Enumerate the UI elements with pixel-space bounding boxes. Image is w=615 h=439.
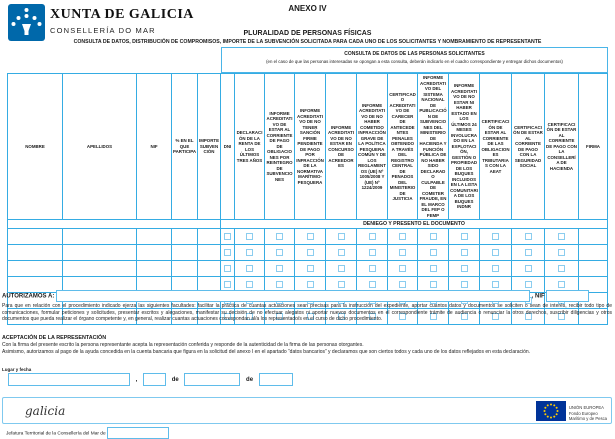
place-date-row <box>8 373 608 386</box>
checkbox-cell <box>388 229 418 245</box>
column-header: INFORME ACREDITATIVO DE ESTAR AL CORRIENTE DE PAGO DE OBLIGACIONES POR REINTEGRO DE SUBVENCIONES <box>265 74 295 220</box>
checkbox-cell <box>357 245 388 261</box>
deny-consent-checkbox[interactable] <box>461 233 468 240</box>
checkbox-cell <box>512 261 545 277</box>
acceptance-line2: Asimismo, autorizamos al pago de la ayuda concedida en la cuenta bancaria que figura en la solicitud del anexo I en el apartado “datos bancarios” y declaramos que son ciertos todos y cada uno de los datos reflejados en esta declaración. <box>2 348 531 355</box>
authorization-paragraph: Para que en relación con el procedimiento indicado ejerza las siguientes facultades: facilitar la práctica de cuantas actuaciones sean precisas para la instrucción del expediente, aportar cuantos datos y documentos se soliciten o sean de interés, recibir todo tipo de comunicaciones, formular peticiones y solicitudes, presentar escritos y alegaciones, manifestar su decisión de no efectuar alegatos ni aportar nuevos documentos en el correspondiente trámite de audiencia o renunciar la otros derechos, suscribir diligencias y otros documentos que pueda realizar el órgano competente y, en general, realizar cuantas actuaciones correspondan al/a los representado/s en el curso de dicho procedimiento. <box>2 303 612 322</box>
consulta-title: CONSULTA DE DATOS DE LAS PERSONAS SOLICITANTES <box>344 51 485 57</box>
deny-consent-checkbox[interactable] <box>338 233 345 240</box>
checkbox-cell <box>388 261 418 277</box>
column-header: NIF <box>137 74 172 220</box>
checkbox-cell <box>480 229 512 245</box>
deny-consent-checkbox[interactable] <box>307 233 314 240</box>
jefatura-label: Jefatura Territorial de la Consellería del Mar de <box>6 431 106 437</box>
header-row <box>8 74 608 220</box>
comma-separator: , <box>135 377 138 384</box>
column-header: INFORME ACREDITATIVO DE NO TENER SANCIÓN FIRME PENDIENTE DE PAGO POR INFRACCIÓN DE LA NORMATIVA MARÍTIMO-PESQUERA <box>295 74 326 220</box>
person-data-cell[interactable] <box>172 261 198 277</box>
checkbox-cell <box>295 229 326 245</box>
eu-flag-icon <box>536 401 566 426</box>
person-data-cell[interactable] <box>137 261 172 277</box>
place-input[interactable] <box>8 373 130 386</box>
checkbox-cell <box>418 261 449 277</box>
day-input[interactable] <box>143 373 166 386</box>
deny-consent-checkbox[interactable] <box>399 249 406 256</box>
checkbox-cell <box>545 229 579 245</box>
deny-row-spacer <box>8 220 221 229</box>
checkbox-cell <box>449 245 480 261</box>
eu-text: UNIÓN EUROPEA Fondo Europeo Marítimo y de Pesca <box>568 405 607 422</box>
deny-consent-checkbox[interactable] <box>461 265 468 272</box>
deny-consent-checkbox[interactable] <box>492 281 499 288</box>
year-input[interactable] <box>259 373 293 386</box>
column-header: CERTIFICACIÓN DE ESTAR AL CORRIENTE DE LAS OBLIGACIONES TRIBUTARIAS CON LA AEAT <box>480 74 512 220</box>
de-separator: de <box>246 377 254 384</box>
deny-consent-checkbox[interactable] <box>276 249 283 256</box>
galicia-wordmark: galicia <box>25 404 66 418</box>
checkbox-cell <box>480 245 512 261</box>
person-data-cell[interactable] <box>137 229 172 245</box>
deny-consent-checkbox[interactable] <box>525 233 532 240</box>
column-header: INFORME ACREDITATIVO DE NO ESTAR EN CONCURSO DE ACREEDORES <box>326 74 357 220</box>
form-subtitle: CONSULTA DE DATOS, DISTRIBUCIÓN DE COMPROMISOS, IMPORTE DE LA SUBVENCIÓN SOLICITADA PARA CADA UNO DE LOS SOLICITANTES Y NOMBRAMIENTO DE REPRESENTANTE <box>73 39 542 45</box>
deny-consent-checkbox[interactable] <box>492 249 499 256</box>
deny-consent-checkbox[interactable] <box>492 265 499 272</box>
consulta-note: (en el caso de que las personas interesadas se opongan a esta consulta, deberán indicarlo en el cuadro correspondiente y entregar dichos documentos) <box>266 59 563 64</box>
person-data-cell[interactable] <box>172 229 198 245</box>
signature-cell[interactable] <box>579 229 608 245</box>
checkbox-cell <box>326 261 357 277</box>
checkbox-cell <box>357 261 388 277</box>
deny-consent-checkbox[interactable] <box>525 281 532 288</box>
checkbox-cell <box>235 261 265 277</box>
person-data-cell[interactable] <box>8 261 63 277</box>
deny-consent-checkbox[interactable] <box>369 281 376 288</box>
deny-consent-checkbox[interactable] <box>246 233 253 240</box>
deny-consent-checkbox[interactable] <box>276 233 283 240</box>
deny-consent-checkbox[interactable] <box>276 265 283 272</box>
column-header: INFORME ACREDITATIVO DEL SISTEMA NACIONAL DE PUBLICACIÓN DE SUBVENCIONES DEL MINISTERIO DE HACIENDA Y FUNCIÓN PÚBLICA DE NO HABER SIDO DECLARADO CULPABLE DE COMETER FRAUDE, EN EL MARCO DEL FEP O FEMP <box>419 75 447 218</box>
jefatura-row <box>6 427 169 439</box>
person-data-cell[interactable] <box>63 261 137 277</box>
deny-consent-checkbox[interactable] <box>430 265 437 272</box>
column-header: FIRMA <box>579 74 608 220</box>
deny-consent-checkbox[interactable] <box>399 281 406 288</box>
jefatura-input[interactable] <box>107 427 169 439</box>
brand-subtitle: CONSELLERÍA DO MAR <box>50 26 156 35</box>
column-header: NOMBRE <box>8 74 63 220</box>
deny-consent-checkbox[interactable] <box>224 233 231 240</box>
deny-consent-checkbox[interactable] <box>224 249 231 256</box>
authorization-row <box>2 290 613 302</box>
checkbox-cell <box>388 245 418 261</box>
signature-cell[interactable] <box>579 245 608 261</box>
consent-table <box>7 73 608 325</box>
deny-consent-checkbox[interactable] <box>246 265 253 272</box>
deny-consent-checkbox[interactable] <box>246 281 253 288</box>
eu-block <box>536 401 607 426</box>
nif-label: , NIF <box>531 293 545 300</box>
deny-consent-checkbox[interactable] <box>492 233 499 240</box>
deny-consent-checkbox[interactable] <box>558 281 565 288</box>
brand-title: XUNTA DE GALICIA <box>50 7 194 22</box>
month-input[interactable] <box>184 373 240 386</box>
deny-consent-checkbox[interactable] <box>338 249 345 256</box>
deny-consent-checkbox[interactable] <box>525 265 532 272</box>
checkbox-cell <box>221 229 235 245</box>
deny-consent-checkbox[interactable] <box>430 233 437 240</box>
acceptance-title: ACEPTACIÓN DE LA REPRESENTACIÓN <box>2 335 107 341</box>
column-header: APELLIDOS <box>63 74 137 220</box>
deny-consent-checkbox[interactable] <box>224 281 231 288</box>
column-header: CERTIFICACIÓN DE ESTAR AL CORRIENTE DE PAGO CON LA CONSELLERÍA DE HACIENDA <box>545 74 579 220</box>
deny-consent-checkbox[interactable] <box>430 281 437 288</box>
column-header: IMPORTE SUBVENCIÓN <box>198 74 221 220</box>
deny-consent-checkbox[interactable] <box>430 249 437 256</box>
deny-consent-checkbox[interactable] <box>558 233 565 240</box>
person-data-cell[interactable] <box>137 245 172 261</box>
table-row <box>8 245 608 261</box>
deny-consent-checkbox[interactable] <box>246 249 253 256</box>
annex-label: ANEXO IV <box>288 4 327 13</box>
checkbox-cell <box>418 245 449 261</box>
checkbox-cell <box>295 261 326 277</box>
deny-consent-checkbox[interactable] <box>338 265 345 272</box>
checkbox-cell <box>235 245 265 261</box>
checkbox-cell <box>326 229 357 245</box>
deny-consent-checkbox[interactable] <box>399 233 406 240</box>
checkbox-cell <box>545 261 579 277</box>
deny-consent-checkbox[interactable] <box>224 265 231 272</box>
checkbox-cell <box>449 229 480 245</box>
deny-consent-checkbox[interactable] <box>369 265 376 272</box>
place-date-label: Lugar y fecha <box>2 367 32 372</box>
deny-consent-checkbox[interactable] <box>338 281 345 288</box>
person-data-cell[interactable] <box>172 245 198 261</box>
column-header: INFORME ACREDITATIVO DE NO ESTAR NI HABER ESTADO EN LOS ÚLTIMOS 24 MESES INVOLUCRADO EN LA EXPLOTACIÓN, GESTIÓN O PROPIEDAD DE LOS BUQUES INCLUIDOS EN LA LISTA COMUNITARIA DE LOS BUQUES INDNR <box>449 74 480 220</box>
deny-consent-checkbox[interactable] <box>307 249 314 256</box>
nif-input[interactable] <box>546 290 589 302</box>
deny-consent-checkbox[interactable] <box>276 281 283 288</box>
deny-consent-checkbox[interactable] <box>369 249 376 256</box>
table-row <box>8 229 608 245</box>
deny-consent-checkbox[interactable] <box>558 249 565 256</box>
person-data-cell[interactable] <box>8 229 63 245</box>
deny-consent-checkbox[interactable] <box>369 233 376 240</box>
person-data-cell[interactable] <box>63 229 137 245</box>
checkbox-cell <box>512 245 545 261</box>
deny-consent-checkbox[interactable] <box>461 249 468 256</box>
checkbox-cell <box>512 229 545 245</box>
acceptance-line1: Con la firma del presente escrito la persona representante acepta la representación conferida y responde de la autenticidad de la firma de las personas otorgantes. <box>2 342 364 348</box>
deny-consent-checkbox[interactable] <box>307 281 314 288</box>
person-data-cell[interactable] <box>63 245 137 261</box>
person-data-cell[interactable] <box>198 245 221 261</box>
checkbox-cell <box>480 261 512 277</box>
autorizamos-label: AUTORIZAMOS A: <box>2 293 55 300</box>
checkbox-cell <box>265 229 295 245</box>
deny-consent-checkbox[interactable] <box>307 265 314 272</box>
person-data-cell[interactable] <box>198 229 221 245</box>
table-row <box>8 261 608 277</box>
checkbox-cell <box>418 229 449 245</box>
checkbox-cell <box>326 245 357 261</box>
signature-cell[interactable] <box>579 261 608 277</box>
consulta-datos-box <box>221 47 608 73</box>
de-separator: de <box>171 377 179 384</box>
checkbox-cell <box>265 261 295 277</box>
deny-consent-checkbox[interactable] <box>525 249 532 256</box>
footer-box <box>2 397 612 424</box>
column-header: DNI <box>221 74 235 220</box>
deny-consent-checkbox[interactable] <box>461 281 468 288</box>
checkbox-cell <box>221 245 235 261</box>
person-data-cell[interactable] <box>8 245 63 261</box>
column-header: DECLARACIÓN DE LA RENTA DE LOS ÚLTIMOS TRES AÑOS <box>235 74 265 220</box>
checkbox-cell <box>449 261 480 277</box>
deny-row <box>8 220 608 229</box>
checkbox-cell <box>545 245 579 261</box>
person-data-cell[interactable] <box>198 261 221 277</box>
form-title: PLURALIDAD DE PERSONAS FÍSICAS <box>243 30 372 37</box>
column-header: INFORME ACREDITATIVO DE NO HABER COMETIDO INFRACCIÓN GRAVE DE LA POLÍTICA PESQUERA COMÚN Y DE LOS REGLAMENTOS (UE) Nº 1005/2008 Y (UE) Nº 1224/2009 <box>357 74 388 220</box>
checkbox-cell <box>235 229 265 245</box>
deny-consent-checkbox[interactable] <box>558 265 565 272</box>
column-header: CERTIFICADO ACREDITATIVO DE CARECER DE ANTECEDENTES PENALES OBTENIDO A TRAVÉS DEL REGISTRO CENTRAL DE PENADOS DEL MINISTERIO DE JUSTICIA <box>388 74 418 220</box>
column-header: % EN EL QUE PARTICIPA <box>172 74 198 220</box>
deny-consent-checkbox[interactable] <box>399 265 406 272</box>
checkbox-cell <box>221 261 235 277</box>
checkbox-cell <box>265 245 295 261</box>
column-header: CERTIFICACIÓN DE ESTAR AL CORRIENTE DE PAGO CON LA SEGURIDAD SOCIAL <box>512 74 545 220</box>
deny-row-label: DENIEGO Y PRESENTO EL DOCUMENTO <box>221 220 608 229</box>
checkbox-cell <box>357 229 388 245</box>
checkbox-cell <box>295 245 326 261</box>
authorized-person-input[interactable] <box>56 290 530 302</box>
